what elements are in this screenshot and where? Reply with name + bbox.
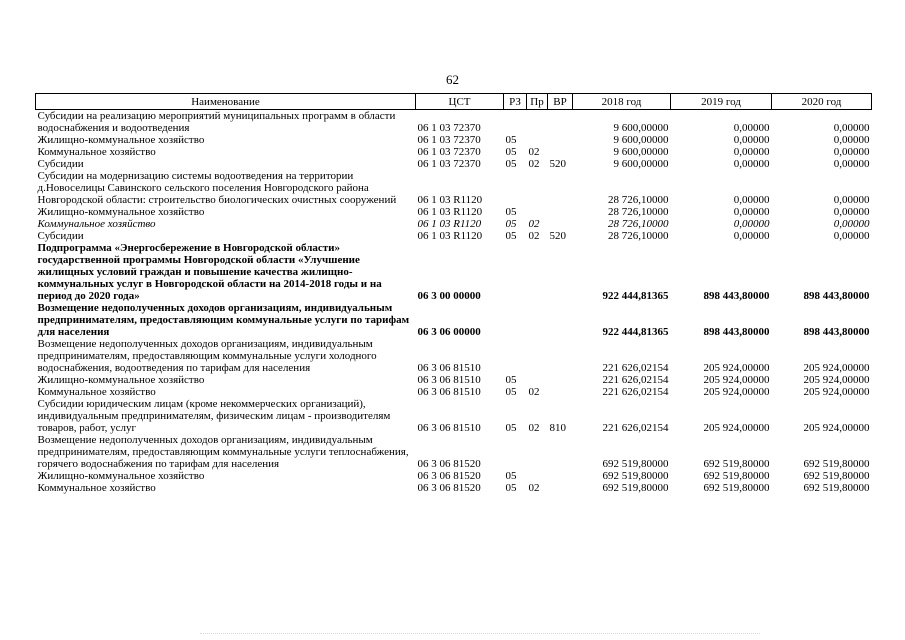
cell-vr bbox=[548, 206, 573, 218]
cell-rz: 05 bbox=[505, 218, 517, 230]
cell-name: Жилищно-коммунальное хозяйство bbox=[37, 374, 205, 386]
table-row bbox=[36, 230, 872, 242]
cell-rz bbox=[504, 170, 527, 206]
cell-name: Субсидии на реализацию мероприятий муниципальных программ в области водоснабжения и водоотведения bbox=[37, 110, 396, 134]
table-body bbox=[36, 110, 872, 495]
cell-2018: 28 726,10000 bbox=[608, 230, 669, 242]
cell-cst: 06 3 06 00000 bbox=[417, 326, 481, 338]
cell-vr bbox=[548, 374, 573, 386]
cell-pr bbox=[527, 470, 548, 482]
cell-name: Субсидии на модернизацию системы водоотведения на территории д.Новоселицы Савинского сельского поселения Новгородского района Новгородской области: строительство биологических очистных сооружений bbox=[37, 170, 397, 206]
table-row bbox=[36, 398, 872, 434]
cell-2019: 205 924,00000 bbox=[703, 362, 770, 374]
table-row bbox=[36, 134, 872, 146]
cell-2018: 9 600,00000 bbox=[613, 134, 669, 146]
header-cst: ЦСТ bbox=[416, 94, 504, 110]
cell-2019: 898 443,80000 bbox=[703, 290, 770, 302]
cell-2019: 0,00000 bbox=[733, 230, 770, 242]
cell-2019: 0,00000 bbox=[733, 158, 770, 170]
cell-2018: 9 600,00000 bbox=[613, 122, 669, 134]
cell-name: Коммунальное хозяйство bbox=[37, 386, 156, 398]
cell-rz: 05 bbox=[505, 470, 517, 482]
table-row bbox=[36, 386, 872, 398]
cell-2018: 221 626,02154 bbox=[602, 422, 669, 434]
cell-vr bbox=[548, 386, 573, 398]
cell-name: Субсидии bbox=[37, 230, 84, 242]
cell-2018: 692 519,80000 bbox=[602, 470, 669, 482]
header-2018: 2018 год bbox=[573, 94, 671, 110]
cell-vr bbox=[548, 134, 573, 146]
cell-rz: 05 bbox=[505, 374, 517, 386]
cell-2018: 9 600,00000 bbox=[613, 146, 669, 158]
cell-name: Коммунальное хозяйство bbox=[37, 482, 156, 494]
cell-2020: 692 519,80000 bbox=[803, 458, 870, 470]
header-rz: РЗ bbox=[504, 94, 527, 110]
cell-2018: 692 519,80000 bbox=[602, 482, 669, 494]
cell-cst: 06 1 03 72370 bbox=[417, 146, 481, 158]
cell-2019: 692 519,80000 bbox=[703, 482, 770, 494]
cell-2020: 205 924,00000 bbox=[803, 422, 870, 434]
cell-2020: 898 443,80000 bbox=[803, 326, 870, 338]
cell-cst: 06 3 00 00000 bbox=[417, 290, 481, 302]
cell-rz: 05 bbox=[505, 230, 517, 242]
cell-vr bbox=[548, 242, 573, 302]
cell-cst: 06 1 03 R1120 bbox=[417, 230, 483, 242]
cell-rz: 05 bbox=[505, 134, 517, 146]
cell-pr: 02 bbox=[528, 158, 540, 170]
header-name: Наименование bbox=[36, 94, 416, 110]
table-row bbox=[36, 158, 872, 170]
cell-2018: 922 444,81365 bbox=[602, 290, 669, 302]
table-row bbox=[36, 374, 872, 386]
cell-2020: 205 924,00000 bbox=[803, 374, 870, 386]
cell-2020: 205 924,00000 bbox=[803, 386, 870, 398]
table-row bbox=[36, 482, 872, 494]
cell-2020: 0,00000 bbox=[833, 122, 870, 134]
cell-cst: 06 1 03 R1120 bbox=[417, 218, 482, 230]
cell-rz: 05 bbox=[505, 146, 517, 158]
cell-rz bbox=[504, 242, 527, 302]
cell-rz: 05 bbox=[505, 158, 517, 170]
cell-pr: 02 bbox=[528, 422, 540, 434]
cell-name: Подпрограмма «Энергосбережение в Новгородской области» государственной программы Новгородской области «Улучшение жилищных условий граждан и повышение качества жилищно-коммунальных услуг в Новгородской области на 2014-2018 годы и на период до 2020 года» bbox=[37, 242, 382, 302]
cell-2019: 0,00000 bbox=[733, 206, 770, 218]
cell-cst: 06 3 06 81520 bbox=[417, 458, 481, 470]
cell-pr: 02 bbox=[528, 230, 540, 242]
cell-vr bbox=[548, 170, 573, 206]
cell-name: Коммунальное хозяйство bbox=[37, 218, 156, 230]
table-row bbox=[36, 146, 872, 158]
cell-cst: 06 1 03 72370 bbox=[417, 158, 481, 170]
cell-rz: 05 bbox=[505, 482, 517, 494]
table-row bbox=[36, 434, 872, 470]
cell-name: Субсидии bbox=[37, 158, 84, 170]
cell-name: Возмещение недополученных доходов организациям, индивидуальным предпринимателям, предоставляющим коммунальные услуги холодного водоснабжения, водоотведения по тарифам для населения bbox=[37, 338, 377, 374]
cell-2018: 28 726,10000 bbox=[608, 206, 669, 218]
cell-2018: 9 600,00000 bbox=[613, 158, 669, 170]
table-row bbox=[36, 302, 872, 338]
cell-2020: 692 519,80000 bbox=[803, 470, 870, 482]
cell-2019: 692 519,80000 bbox=[703, 470, 770, 482]
cell-2019: 205 924,00000 bbox=[703, 422, 770, 434]
cell-cst: 06 1 03 R1120 bbox=[417, 206, 483, 218]
cell-vr bbox=[548, 146, 573, 158]
cell-name: Возмещение недополученных доходов организациям, индивидуальным предпринимателям, предоставляющим коммунальные услуги по тарифам для населения bbox=[37, 302, 410, 338]
table-header-row bbox=[36, 94, 872, 110]
cell-rz bbox=[504, 434, 527, 470]
cell-2018: 922 444,81365 bbox=[602, 326, 669, 338]
table-row bbox=[36, 338, 872, 374]
cell-pr bbox=[527, 170, 548, 206]
table-row bbox=[36, 206, 872, 218]
cell-pr bbox=[527, 242, 548, 302]
cell-2019: 0,00000 bbox=[733, 134, 770, 146]
cell-pr bbox=[527, 206, 548, 218]
cell-vr: 520 bbox=[549, 158, 566, 170]
cell-rz: 05 bbox=[505, 206, 517, 218]
cell-name: Жилищно-коммунальное хозяйство bbox=[37, 470, 205, 482]
cell-2018: 692 519,80000 bbox=[602, 458, 669, 470]
cell-2019: 0,00000 bbox=[733, 218, 770, 230]
cell-pr bbox=[527, 134, 548, 146]
scan-artifact bbox=[200, 633, 760, 634]
cell-vr bbox=[548, 338, 573, 374]
header-2019: 2019 год bbox=[671, 94, 772, 110]
cell-pr: 02 bbox=[528, 482, 540, 494]
cell-pr: 02 bbox=[528, 386, 540, 398]
header-pr: Пр bbox=[527, 94, 548, 110]
cell-vr: 810 bbox=[549, 422, 566, 434]
cell-vr bbox=[548, 218, 573, 230]
cell-name: Коммунальное хозяйство bbox=[37, 146, 156, 158]
cell-name: Жилищно-коммунальное хозяйство bbox=[37, 206, 205, 218]
cell-vr bbox=[548, 434, 573, 470]
cell-2020: 0,00000 bbox=[833, 230, 870, 242]
header-vr: ВР bbox=[548, 94, 573, 110]
cell-2019: 0,00000 bbox=[733, 122, 770, 134]
cell-cst: 06 1 03 72370 bbox=[417, 122, 481, 134]
table-row bbox=[36, 470, 872, 482]
cell-pr bbox=[527, 434, 548, 470]
cell-pr: 02 bbox=[528, 218, 540, 230]
cell-rz bbox=[504, 110, 527, 135]
cell-pr bbox=[527, 374, 548, 386]
cell-rz: 05 bbox=[505, 386, 517, 398]
cell-cst: 06 1 03 72370 bbox=[417, 134, 481, 146]
cell-2019: 692 519,80000 bbox=[703, 458, 770, 470]
cell-2020: 0,00000 bbox=[833, 134, 870, 146]
cell-vr bbox=[548, 110, 573, 135]
cell-2018: 221 626,02154 bbox=[602, 386, 669, 398]
cell-pr bbox=[527, 110, 548, 135]
cell-cst: 06 3 06 81520 bbox=[417, 470, 481, 482]
cell-pr bbox=[527, 338, 548, 374]
cell-pr: 02 bbox=[528, 146, 540, 158]
cell-vr: 520 bbox=[549, 230, 566, 242]
cell-2020: 0,00000 bbox=[833, 206, 870, 218]
table-row bbox=[36, 218, 872, 230]
table-row bbox=[36, 242, 872, 302]
cell-2018: 28 726,10000 bbox=[608, 218, 669, 230]
cell-cst: 06 3 06 81510 bbox=[417, 422, 481, 434]
cell-2020: 0,00000 bbox=[833, 158, 870, 170]
cell-rz bbox=[504, 338, 527, 374]
cell-rz: 05 bbox=[505, 422, 517, 434]
cell-2019: 898 443,80000 bbox=[703, 326, 770, 338]
cell-2019: 205 924,00000 bbox=[703, 374, 770, 386]
cell-2020: 692 519,80000 bbox=[803, 482, 870, 494]
cell-vr bbox=[548, 302, 573, 338]
cell-2020: 0,00000 bbox=[833, 194, 870, 206]
cell-name: Возмещение недополученных доходов организациям, индивидуальным предпринимателям, предоставляющим коммунальные услуги теплоснабжения, горячего водоснабжения по тарифам для населения bbox=[37, 434, 409, 470]
table-row bbox=[36, 170, 872, 206]
cell-pr bbox=[527, 302, 548, 338]
budget-table bbox=[35, 93, 872, 494]
cell-2018: 28 726,10000 bbox=[608, 194, 669, 206]
cell-2019: 0,00000 bbox=[733, 194, 770, 206]
table-row bbox=[36, 110, 872, 135]
cell-cst: 06 3 06 81510 bbox=[417, 386, 481, 398]
cell-2018: 221 626,02154 bbox=[602, 362, 669, 374]
cell-vr bbox=[548, 482, 573, 494]
cell-name: Субсидии юридическим лицам (кроме некоммерческих организаций), индивидуальным предпринимателям, физическим лицам - производителям товаров, работ, услуг bbox=[37, 398, 391, 434]
cell-2019: 0,00000 bbox=[733, 146, 770, 158]
cell-rz bbox=[504, 302, 527, 338]
cell-2020: 205 924,00000 bbox=[803, 362, 870, 374]
cell-2020: 898 443,80000 bbox=[803, 290, 870, 302]
page-number: 62 bbox=[446, 72, 459, 87]
cell-2019: 205 924,00000 bbox=[703, 386, 770, 398]
cell-cst: 06 3 06 81510 bbox=[417, 362, 481, 374]
cell-vr bbox=[548, 470, 573, 482]
header-2020: 2020 год bbox=[772, 94, 872, 110]
cell-name: Жилищно-коммунальное хозяйство bbox=[37, 134, 205, 146]
cell-2020: 0,00000 bbox=[833, 146, 870, 158]
cell-2018: 221 626,02154 bbox=[602, 374, 669, 386]
cell-cst: 06 3 06 81510 bbox=[417, 374, 481, 386]
cell-2020: 0,00000 bbox=[833, 218, 870, 230]
cell-cst: 06 3 06 81520 bbox=[417, 482, 481, 494]
cell-cst: 06 1 03 R1120 bbox=[417, 194, 483, 206]
